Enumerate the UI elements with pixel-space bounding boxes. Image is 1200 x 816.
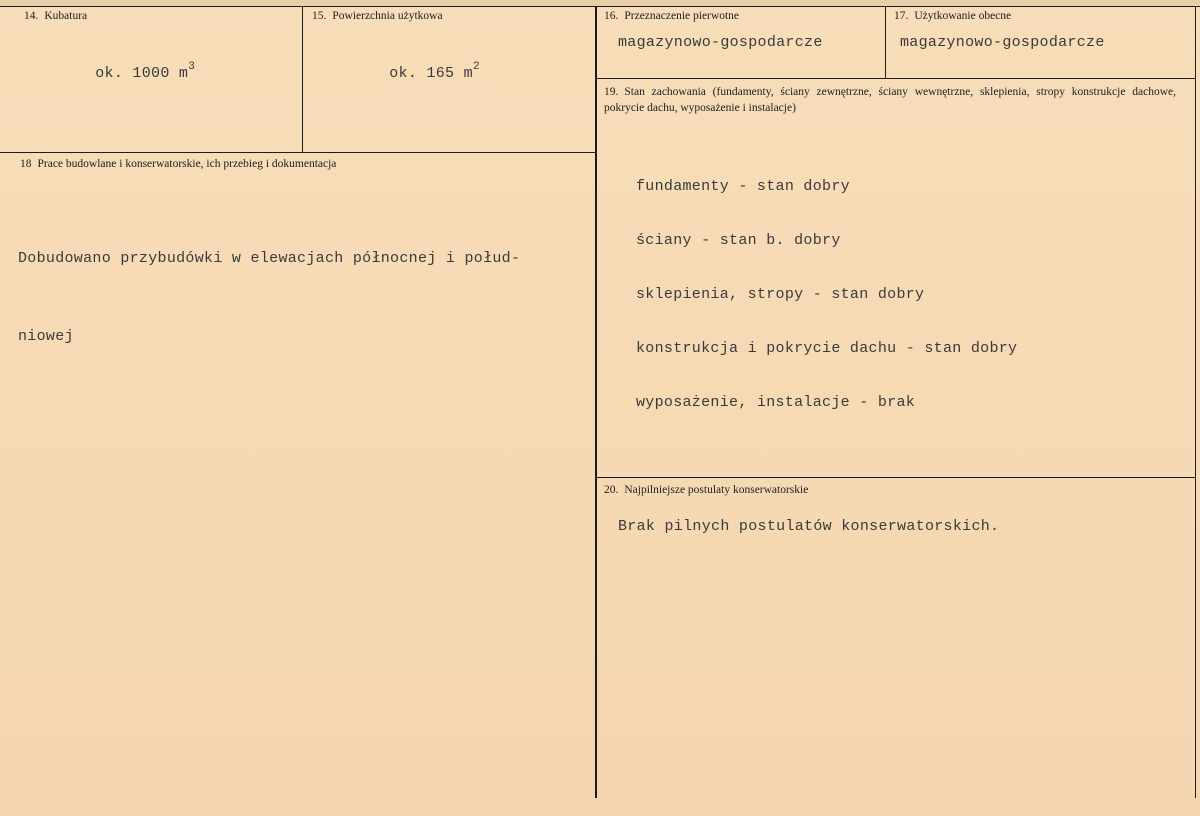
divider-v-center	[595, 6, 597, 798]
field-18-title: Prace budowlane i konserwatorskie, ich przebieg i dokumentacja	[37, 158, 337, 170]
field-20-title: Najpilniejsze postulaty konserwatorskie	[624, 484, 809, 496]
field-15-value-text: ok. 165 m	[389, 65, 473, 82]
divider-v-16-17	[885, 6, 886, 78]
field-16-value: magazynowo-gospodarcze	[618, 34, 823, 51]
field-19-line-4: konstrukcja i pokrycie dachu - stan dobry	[636, 340, 1018, 357]
field-18-line-2: niowej	[18, 328, 74, 345]
field-14-title: Kubatura	[44, 10, 88, 22]
field-16-label	[604, 10, 739, 22]
field-18-label	[20, 158, 336, 170]
field-19-value	[636, 142, 1017, 448]
field-17-number: 17.	[894, 10, 909, 22]
divider-h-left-18	[0, 152, 596, 153]
field-15-number: 15.	[312, 10, 327, 22]
divider-v-14-15	[302, 6, 303, 152]
field-19-number: 19.	[604, 86, 619, 98]
field-19-line-5: wyposażenie, instalacje - brak	[636, 394, 916, 411]
divider-h-right-20	[596, 477, 1196, 478]
card-top-edge	[0, 0, 1200, 7]
field-17-label	[894, 10, 1011, 22]
field-14-label	[24, 10, 87, 22]
field-20-label	[604, 484, 808, 496]
field-16-title: Przeznaczenie pierwotne	[624, 10, 739, 22]
field-19-line-3: sklepienia, stropy - stan dobry	[636, 286, 925, 303]
field-17-title: Użytkowanie obecne	[914, 10, 1012, 22]
field-15-label	[312, 10, 443, 22]
field-18-line-1: Dobudowano przybudówki w elewacjach północnej i połud-	[18, 250, 521, 267]
field-20-value: Brak pilnych postulatów konserwatorskich.	[618, 518, 1000, 535]
field-19-title: Stan zachowania (fundamenty, ściany zewnętrzne, ściany wewnętrzne, sklepienia, stropy konstrukcje dachowe, pokrycie dachu, wyposażenie i instalacje)	[604, 86, 1176, 114]
field-14-number: 14.	[24, 10, 39, 22]
field-15-unit-exponent: 2	[472, 61, 480, 73]
field-19-label	[604, 84, 1176, 116]
field-15-value	[352, 48, 480, 99]
field-18-number: 18	[20, 158, 32, 170]
field-19-line-1: fundamenty - stan dobry	[636, 178, 850, 195]
divider-h-right-19	[596, 78, 1196, 79]
field-14-unit-exponent: 3	[188, 61, 196, 73]
field-20-number: 20.	[604, 484, 619, 496]
field-15-title: Powierzchnia użytkowa	[332, 10, 443, 22]
field-18-value	[18, 194, 520, 402]
field-16-number: 16.	[604, 10, 619, 22]
field-17-value: magazynowo-gospodarcze	[900, 34, 1105, 51]
field-14-value	[58, 48, 195, 99]
field-19-line-2: ściany - stan b. dobry	[636, 232, 841, 249]
field-14-value-text: ok. 1000 m	[95, 65, 189, 82]
divider-v-right	[1195, 6, 1196, 798]
